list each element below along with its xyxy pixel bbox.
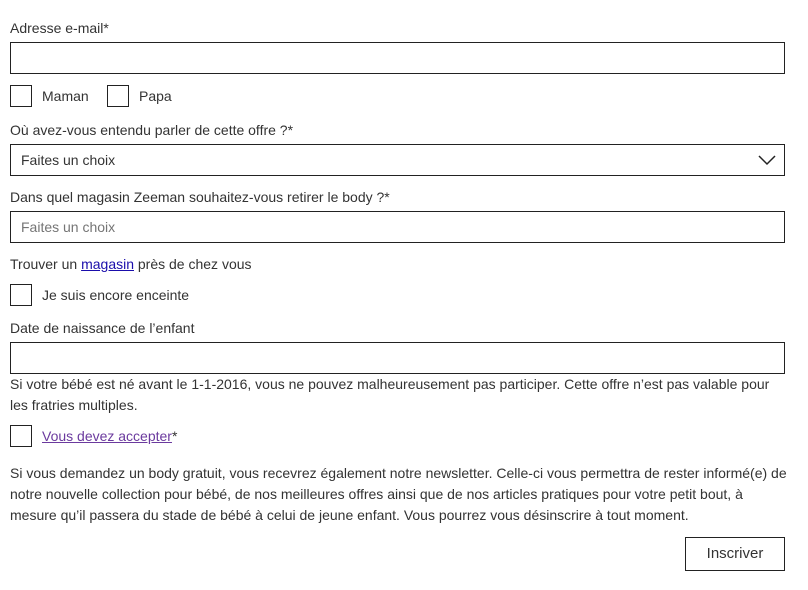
source-select[interactable] [10,144,785,176]
store-label: Dans quel magasin Zeeman souhaitez-vous retirer le body ?* [10,189,390,205]
submit-button[interactable]: Inscriver [685,537,785,571]
birthdate-note: Si votre bébé est né avant le 1-1-2016, vous ne pouvez malheureusement pas participer. Cette offre n’est pas valable pour les fratries multiples. [10,376,770,413]
store-input[interactable] [10,211,785,243]
terms-link[interactable]: Vous devez accepter [42,428,172,444]
pregnant-checkbox[interactable] [10,284,32,306]
maman-label: Maman [42,88,89,104]
store-placeholder: Faites un choix [21,219,116,235]
email-input[interactable] [10,42,785,74]
source-selected-value: Faites un choix [21,152,116,168]
chevron-down-icon [758,152,776,168]
papa-label: Papa [139,88,172,104]
terms-required-mark: * [171,428,178,444]
birthdate-input[interactable] [10,342,785,374]
maman-checkbox[interactable] [10,85,32,107]
email-label: Adresse e-mail* [10,20,109,36]
papa-checkbox[interactable] [107,85,129,107]
source-label: Où avez-vous entendu parler de cette offre ?* [10,122,294,138]
birthdate-label: Date de naissance de l’enfant [10,320,195,336]
store-finder-suffix: près de chez vous [134,256,252,272]
store-finder-text [10,256,252,272]
terms-checkbox[interactable] [10,425,32,447]
store-finder-link[interactable]: magasin [81,256,134,272]
store-finder-prefix: Trouver un [10,256,82,272]
newsletter-info: Si vous demandez un body gratuit, vous recevrez également notre newsletter. Celle-ci vous permettra de rester informé(e) de notre nouvelle collection pour bébé, de nos meilleures offres ainsi que de nos articles pratiques pour votre petit bout, à mesure qu’il passera du stade de bébé à celui de jeune enfant. Vous pourrez vous désinscrire à tout moment. [10,465,787,523]
pregnant-label: Je suis encore enceinte [42,287,190,303]
terms-label [42,425,177,447]
